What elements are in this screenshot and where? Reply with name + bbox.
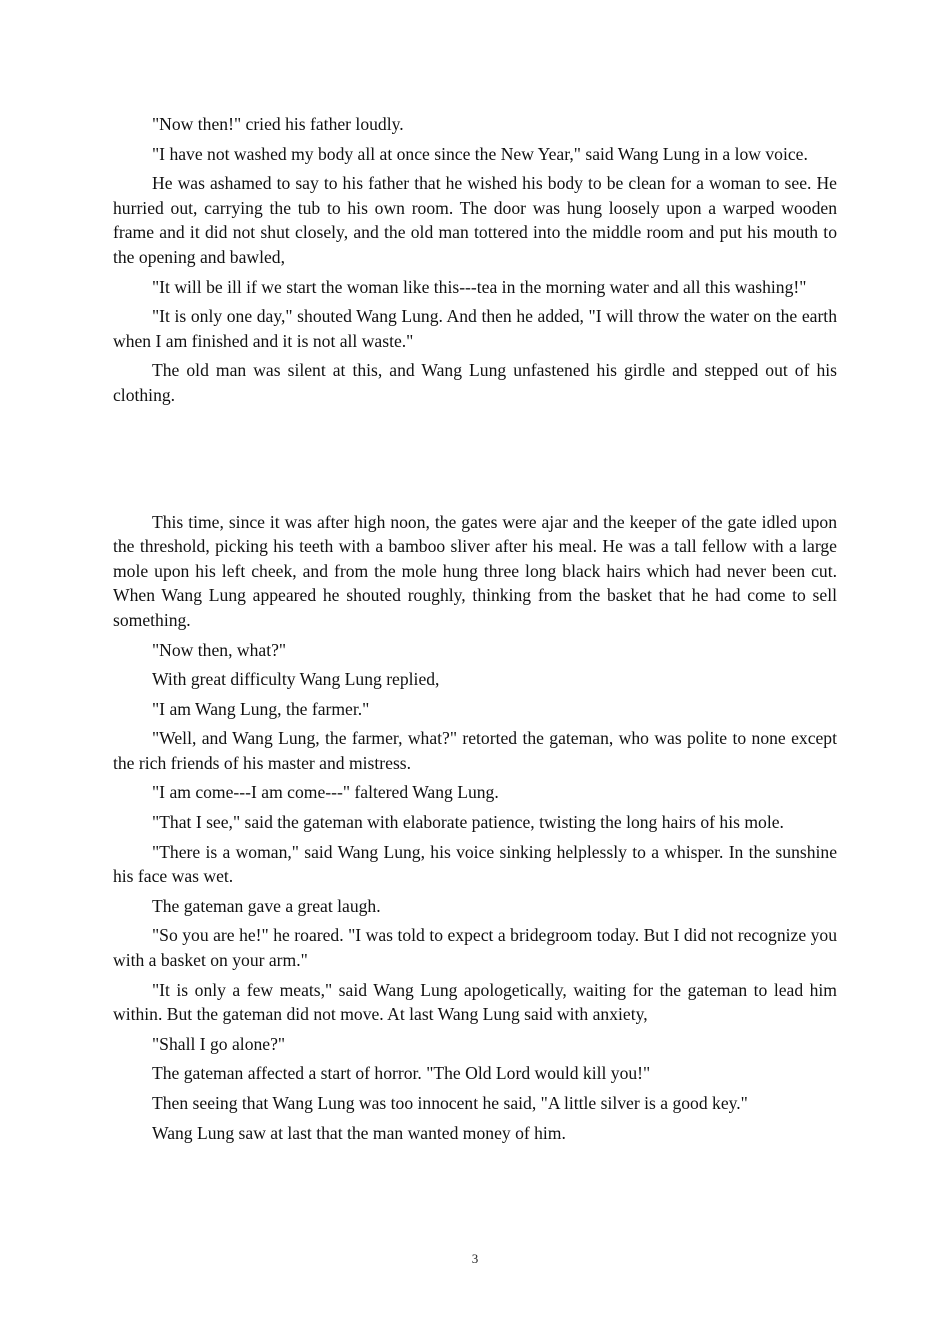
paragraph: He was ashamed to say to his father that he wished his body to be clean for a woman to see. He hurried out, carrying the tub to his own room. The door was hung loosely upon a warped wooden frame and it did not shut closely, and the old man tottered into the middle room and put his mouth to the opening and bawled, bbox=[113, 173, 837, 267]
section-two bbox=[113, 510, 837, 1146]
paragraph: "It is only one day," shouted Wang Lung. And then he added, "I will throw the water on the earth when I am finished and it is not all waste." bbox=[113, 306, 837, 351]
paragraph: "It is only a few meats," said Wang Lung apologetically, waiting for the gateman to lead him within. But the gateman did not move. At last Wang Lung said with anxiety, bbox=[113, 979, 837, 1025]
paragraph: The gateman affected a start of horror. "The Old Lord would kill you!" bbox=[152, 1063, 651, 1084]
paragraph: "Now then, what?" bbox=[152, 639, 287, 660]
paragraph: "I am come---I am come---" faltered Wang Lung. bbox=[152, 782, 499, 803]
paragraph: "Well, and Wang Lung, the farmer, what?" retorted the gateman, who was polite to none except the rich friends of his master and mistress. bbox=[113, 728, 837, 773]
section-break bbox=[113, 413, 837, 510]
paragraph: "So you are he!" he roared. "I was told to expect a bridegroom today. But I did not recognize you with a basket on your arm." bbox=[113, 925, 837, 971]
paragraph: Then seeing that Wang Lung was too innocent he said, "A little silver is a good key." bbox=[152, 1093, 748, 1113]
paragraph: With great difficulty Wang Lung replied, bbox=[152, 669, 440, 690]
document-page bbox=[113, 112, 837, 1150]
paragraph: "I am Wang Lung, the farmer." bbox=[152, 698, 370, 719]
paragraph: "It will be ill if we start the woman like this---tea in the morning water and all this washing!" bbox=[152, 276, 807, 297]
paragraph: This time, since it was after high noon, the gates were ajar and the keeper of the gate idled upon the threshold, picking his teeth with a bamboo sliver after his meal. He was a tall fellow with a large mole upon his left cheek, and from the mole hung three long black hairs which had never been cut. When Wang Lung appeared he shouted roughly, thinking from the basket that he had come to sell something. bbox=[113, 511, 837, 630]
paragraph: "I have not washed my body all at once since the New Year," said Wang Lung in a low voice. bbox=[152, 143, 808, 164]
paragraph: "Shall I go alone?" bbox=[152, 1033, 286, 1054]
page-number: 3 bbox=[471, 1251, 479, 1266]
paragraph: "Now then!" cried his father loudly. bbox=[152, 114, 404, 134]
section-one bbox=[113, 112, 837, 408]
paragraph: "There is a woman," said Wang Lung, his voice sinking helplessly to a whisper. In the sunshine his face was wet. bbox=[113, 841, 837, 887]
paragraph: The old man was silent at this, and Wang Lung unfastened his girdle and stepped out of his clothing. bbox=[113, 360, 837, 405]
paragraph: The gateman gave a great laugh. bbox=[152, 895, 381, 916]
paragraph: Wang Lung saw at last that the man wanted money of him. bbox=[152, 1122, 566, 1143]
paragraph: "That I see," said the gateman with elaborate patience, twisting the long hairs of his mole. bbox=[152, 812, 784, 833]
